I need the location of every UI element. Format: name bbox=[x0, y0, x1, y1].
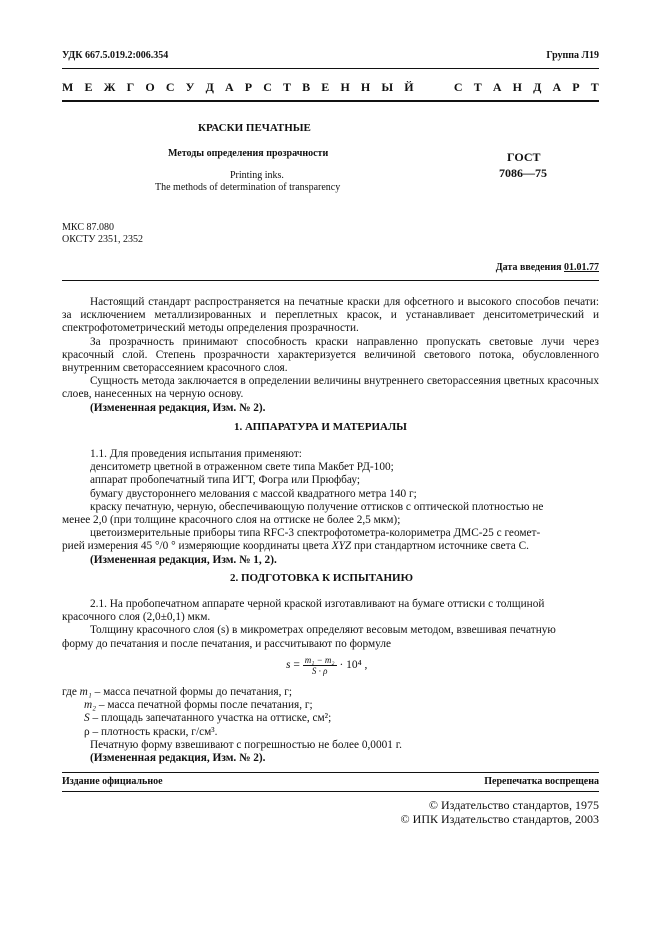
banner-letter: Т bbox=[283, 80, 292, 94]
legend-lead: где bbox=[62, 686, 80, 698]
equipment-item-1: денситометр цветной в отраженном свете типа Макбет РД-100; bbox=[90, 461, 394, 474]
section-1-lead: 1.1. Для проведения испытания применяют: bbox=[90, 448, 302, 460]
legend-rho-text: – плотность краски, г/см³. bbox=[89, 725, 218, 738]
gost-label: ГОСТ bbox=[507, 150, 541, 164]
legend-m1 bbox=[62, 686, 599, 699]
equipment-item-3: бумагу двустороннего мелования с массой квадратного метра 140 г; bbox=[90, 487, 417, 500]
legend-m1-text: – масса печатной формы до печатания, г; bbox=[91, 686, 293, 698]
banner-letter: С bbox=[165, 80, 175, 94]
banner-gap bbox=[425, 80, 443, 95]
banner-letter: А bbox=[552, 80, 562, 94]
legend-m2-text: – масса печатной формы после печатания, г; bbox=[96, 699, 313, 712]
english-title-line2: The methods of determination of transparency bbox=[155, 182, 341, 193]
clause-2-1-line-1: 2.1. На пробопечатном аппарате черной краской изготавливают на бумаге оттиски с толщиной bbox=[90, 598, 545, 610]
banner-letter: У bbox=[185, 80, 195, 94]
okstu-code: ОКСТУ 2351, 2352 bbox=[62, 234, 144, 245]
banner-rule bbox=[62, 100, 599, 102]
section-2-amendment: (Измененная редакция, Изм. № 2). bbox=[90, 752, 266, 765]
intro-date-label: Дата введения bbox=[495, 262, 562, 273]
banner-letter: Ы bbox=[381, 80, 394, 94]
section-2-body bbox=[62, 598, 599, 651]
banner-letter: С bbox=[453, 80, 463, 94]
formula-numerator: m₁ − m₂ bbox=[304, 655, 335, 665]
intro-date-value: 01.01.77 bbox=[564, 262, 599, 273]
standard-title: КРАСКИ ПЕЧАТНЫЕ bbox=[198, 122, 311, 134]
group-code: Группа Л19 bbox=[546, 50, 599, 61]
banner-letter: Н bbox=[512, 80, 522, 94]
legend-s-text: – площадь запечатанного участка на оттиске, см²; bbox=[89, 712, 332, 725]
xyz-symbol: XYZ bbox=[331, 540, 352, 553]
copyright-2003: © ИПК Издательство стандартов, 2003 bbox=[400, 812, 599, 826]
section-1-heading: 1. АППАРАТУРА И МАТЕРИАЛЫ bbox=[234, 421, 407, 433]
banner-letter: А bbox=[492, 80, 502, 94]
intro-rule bbox=[62, 280, 599, 281]
formula-fraction bbox=[303, 655, 337, 676]
symbol-rho: ρ bbox=[84, 725, 90, 738]
footer-rule-bottom bbox=[62, 791, 599, 792]
banner-letter: Й bbox=[404, 80, 414, 94]
section-1-body bbox=[62, 448, 599, 567]
color-instrument-line-2 bbox=[62, 540, 599, 553]
standard-subtitle: Методы определения прозрачности bbox=[168, 148, 329, 159]
banner-letter: Д bbox=[205, 80, 214, 94]
mks-code: МКС 87.080 bbox=[62, 222, 114, 233]
symbol-m1: m₁ bbox=[79, 686, 92, 698]
interstate-standard-banner bbox=[62, 80, 599, 95]
banner-letter: О bbox=[145, 80, 155, 94]
banner-letter: Р bbox=[572, 80, 580, 94]
banner-letter: А bbox=[224, 80, 234, 94]
black-ink-line-2: менее 2,0 (при толщине красочного слоя на оттиске не более 2,5 мкм); bbox=[62, 514, 401, 527]
formula-factor: · 10⁴ , bbox=[339, 659, 368, 672]
intro-paragraph-3: Сущность метода заключается в определении величины внутреннего светорассеяния цветных красочных слоев, нанесенных на черную основу. bbox=[62, 375, 599, 401]
english-title-line1: Printing inks. bbox=[230, 170, 284, 181]
legend-rho bbox=[62, 726, 599, 739]
banner-letter: Н bbox=[340, 80, 350, 94]
weighing-precision: Печатную форму взвешивают с погрешностью не более 0,0001 г. bbox=[90, 738, 402, 751]
intro-block bbox=[62, 296, 599, 415]
thickness-line-1: Толщину красочного слоя (s) в микрометрах определяют весовым методом, взвешивая печатную bbox=[90, 624, 556, 637]
official-edition: Издание официальное bbox=[62, 776, 163, 787]
banner-letter: Т bbox=[473, 80, 482, 94]
reprint-prohibited: Перепечатка воспрещена bbox=[484, 776, 599, 787]
equipment-item-2: аппарат пробопечатный типа ИГТ, Фогра или Прюфбау; bbox=[90, 474, 361, 487]
banner-letter: Г bbox=[126, 80, 135, 94]
intro-amendment: (Измененная редакция, Изм. № 2). bbox=[90, 401, 266, 414]
banner-letter: В bbox=[302, 80, 311, 94]
thickness-formula bbox=[286, 655, 367, 676]
clause-2-1-line-2: красочного слоя (2,0±0,1) мкм. bbox=[62, 611, 211, 624]
legend-s bbox=[62, 712, 599, 725]
formula-lhs: s bbox=[286, 659, 291, 672]
color-instrument-line-1: цветоизмерительные приборы типа RFC-3 спектрофотометра-колориметра ДМС-25 с геомет- bbox=[90, 527, 541, 540]
header-rule bbox=[62, 68, 599, 69]
gost-number: 7086—75 bbox=[499, 166, 547, 180]
intro-paragraph-2: За прозрачность принимают способность краски направленно пропускать световые лучи через красочный слой. Степень прозрачности характеризуется величиной светового потока, обусловленного внутренним светорассеянием красочного слоя. bbox=[62, 335, 599, 375]
symbol-m2: m₂ bbox=[84, 699, 97, 712]
formula-denominator: S · ρ bbox=[311, 666, 328, 676]
intro-paragraph-1: Настоящий стандарт распространяется на печатные краски для офсетного и высокого способов печати: за исключением металлизированных и переплетных красок, и устанавливает денситометрический и спектрофотометрический методы определения прозрачности. bbox=[62, 296, 599, 335]
banner-letter: Е bbox=[84, 80, 93, 94]
banner-letter: Т bbox=[590, 80, 599, 94]
thickness-line-2: форму до печатания и после печатания, и рассчитывают по формуле bbox=[62, 637, 391, 650]
formula-legend bbox=[62, 686, 599, 765]
formula-equals: = bbox=[293, 659, 300, 672]
section-1-amendment: (Измененная редакция, Изм. № 1, 2). bbox=[90, 553, 277, 566]
color-line-part-b: при стандартном источнике света С. bbox=[351, 540, 529, 553]
banner-letter: С bbox=[263, 80, 272, 94]
section-2-heading: 2. ПОДГОТОВКА К ИСПЫТАНИЮ bbox=[230, 572, 413, 584]
banner-letter: Е bbox=[321, 80, 330, 94]
copyright-1975: © Издательство стандартов, 1975 bbox=[428, 798, 599, 812]
banner-letter: Р bbox=[244, 80, 253, 94]
black-ink-line-1: краску печатную, черную, обеспечивающую получение оттисков с оптической плотностью не bbox=[90, 500, 544, 513]
banner-letter: Д bbox=[533, 80, 542, 94]
color-line-part-a: рией измерения 45 °/0 ° измеряющие координаты цвета bbox=[62, 540, 332, 553]
intro-date bbox=[496, 262, 599, 273]
banner-letter: М bbox=[62, 80, 74, 94]
symbol-s: S bbox=[84, 712, 90, 725]
banner-letter: Н bbox=[360, 80, 371, 94]
footer-rule bbox=[62, 772, 599, 773]
udk-code: УДК 667.5.019.2:006.354 bbox=[62, 50, 169, 61]
legend-m2 bbox=[62, 699, 599, 712]
banner-letter: Ж bbox=[103, 80, 116, 94]
